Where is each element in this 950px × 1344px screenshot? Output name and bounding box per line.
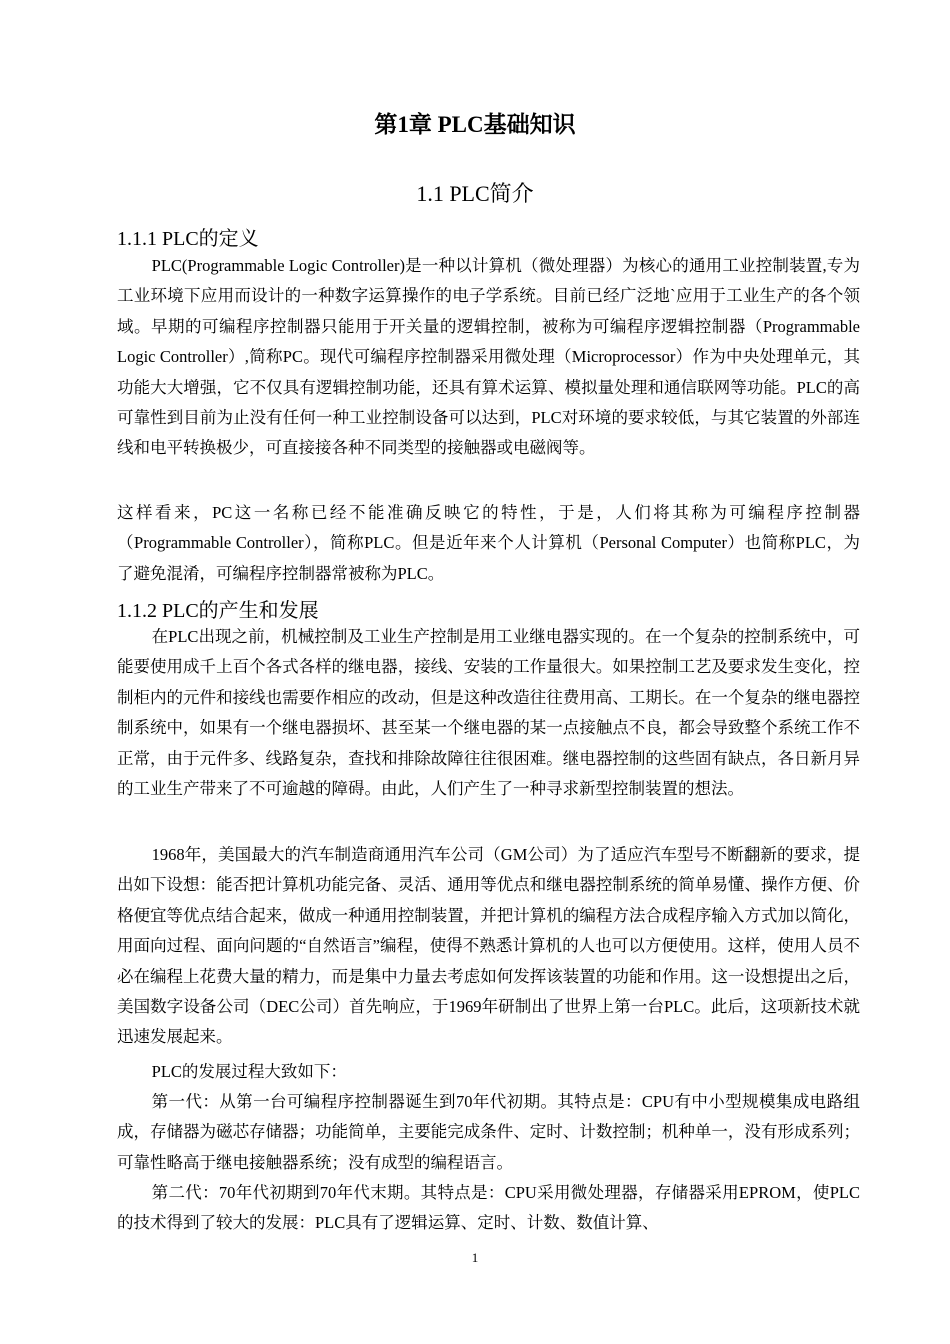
subsection-title-definition: 1.1.1 PLC的定义 (117, 228, 259, 250)
paragraph-before-plc: 在PLC出现之前，机械控制及工业生产控制是用工业继电器实现的。在一个复杂的控制系统中，可能要使用成千上百个各式各样的继电器，接线、安装的工作量很大。如果控制工艺及要求发生变化，控制柜内的元件和接线也需要作相应的改动，但是这种改造往往费用高、工期长。在一个复杂的继电器控制系统中，如果有一个继电器损坏、甚至某一个继电器的某一点接触点不良，都会导致整个系统工作不正常，由于元件多、线路复杂，查找和排除故障往往很困难。继电器控制的这些固有缺点，各日新月异的工业生产带来了不可逾越的障碍。由此，人们产生了一种寻求新型控制装置的想法。 (117, 627, 860, 799)
chapter-title: 第1章 PLC基础知识 (374, 112, 576, 137)
subsection-title-history: 1.1.2 PLC的产生和发展 (117, 600, 319, 622)
section-title: 1.1 PLC简介 (416, 181, 534, 206)
paragraph-definition: PLC(Programmable Logic Controller)是一种以计算机（微处理器）为核心的通用工业控制装置,专为工业环境下应用而设计的一种数字运算操作的电子学系统。目前已经广泛地`应用于工业生产的各个领域。早期的可编程序控制器只能用于开关量的逻辑控制，被称为可编程序逻辑控制器（Programmable Logic Controller）,简称PC。现代可编程序控制器采用微处理（Microprocessor）作为中央处理单元，其功能大大增强，它不仅具有逻辑控制功能，还具有算术运算、模拟量处理和通信联网等功能。PLC的高可靠性到目前为止没有任何一种工业控制设备可以达到，PLC对环境的要求较低，与其它装置的外部连线和电平转换极少，可直接接各种不同类型的接触器或电磁阀等。 (117, 256, 860, 458)
paragraph-development-intro: PLC的发展过程大致如下： (151, 1062, 347, 1081)
paragraph-naming: 这样看来，PC这一名称已经不能准确反映它的特性，于是，人们将其称为可编程序控制器（Programmable Controller），简称PLC。但是近年来个人计算机（Personal Computer）也简称PLC，为了避免混淆，可编程序控制器常被称为PLC。 (117, 503, 860, 583)
paragraph-1968: 1968年，美国最大的汽车制造商通用汽车公司（GM公司）为了适应汽车型号不断翻新的要求，提出如下设想：能否把计算机功能完备、灵活、通用等优点和继电器控制系统的简单易懂、操作方便、价格便宜等优点结合起来，做成一种通用控制装置，并把计算机的编程方法合成程序输入方式加以简化，用面向过程、面向问题的“自然语言”编程，使得不熟悉计算机的人也可以方便使用。这样，使用人员不必在编程上花费大量的精力，而是集中力量去考虑如何发挥该装置的功能和作用。这一设想提出之后，美国数字设备公司（DEC公司）首先响应，于1969年研制出了世界上第一台PLC。此后，这项新技术就迅速发展起来。 (117, 845, 860, 1047)
page-number: 1 (471, 1250, 479, 1265)
paragraph-first-generation: 第一代：从第一台可编程序控制器诞生到70年代初期。其特点是：CPU有中小型规模集成电路组成，存储器为磁芯存储器；功能简单，主要能完成条件、定时、计数控制；机种单一，没有形成系列；可靠性略高于继电接触器系统；没有成型的编程语言。 (117, 1092, 860, 1172)
paragraph-second-generation: 第二代：70年代初期到70年代末期。其特点是：CPU采用微处理器，存储器采用EPROM，使PLC的技术得到了较大的发展：PLC具有了逻辑运算、定时、计数、数值计算、 (117, 1183, 860, 1233)
